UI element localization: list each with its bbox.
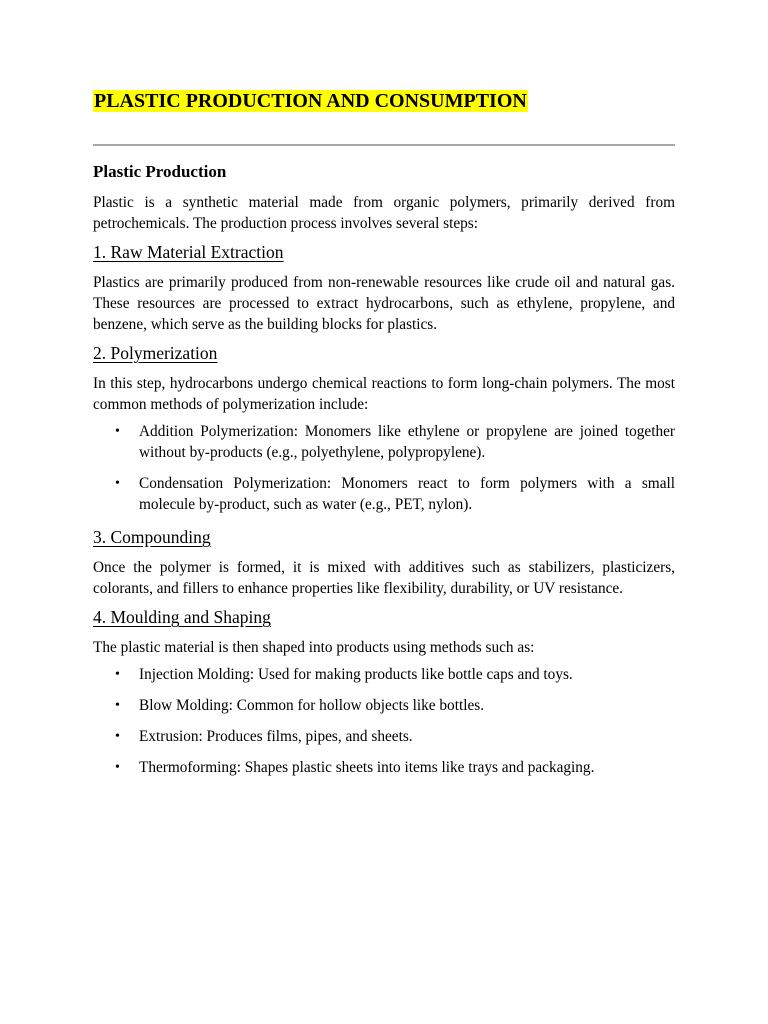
section-paragraph-moulding: The plastic material is then shaped into products using methods such as: xyxy=(93,639,535,656)
bullet-icon: • xyxy=(115,760,120,775)
bullet-icon: • xyxy=(115,424,120,439)
bullet-icon: • xyxy=(115,729,120,744)
document-title-text: PLASTIC PRODUCTION AND CONSUMPTION xyxy=(94,90,527,112)
list-item-text: Blow Molding: Common for hollow objects like bottles. xyxy=(139,697,485,714)
list-item-text: Injection Molding: Used for making products like bottle caps and toys. xyxy=(139,666,573,683)
bullet-icon: • xyxy=(115,476,120,491)
list-item xyxy=(93,473,675,515)
moulding-methods-list xyxy=(93,664,675,778)
section-heading-raw-material: 1. Raw Material Extraction xyxy=(93,242,284,262)
document-content xyxy=(93,160,675,788)
horizontal-rule xyxy=(93,144,675,146)
intro-paragraph: Plastic is a synthetic material made from organic polymers, primarily derived from petrochemicals. The production process involves several steps: xyxy=(93,194,675,232)
document-title xyxy=(93,88,528,114)
list-item-text: Extrusion: Produces films, pipes, and sheets. xyxy=(139,728,413,745)
section-paragraph-polymerization: In this step, hydrocarbons undergo chemical reactions to form long-chain polymers. The most common methods of polymerization include: xyxy=(93,375,675,413)
list-item-text: Condensation Polymerization: Monomers react to form polymers with a small molecule by-product, such as water (e.g., PET, nylon). xyxy=(139,475,675,513)
section-heading-compounding: 3. Compounding xyxy=(93,527,211,547)
section-heading-moulding: 4. Moulding and Shaping xyxy=(93,607,271,627)
list-item xyxy=(93,726,675,747)
intro-heading: Plastic Production xyxy=(93,162,227,181)
section-paragraph-compounding: Once the polymer is formed, it is mixed with additives such as stabilizers, plasticizers, colorants, and fillers to enhance properties like flexibility, durability, or UV resistance. xyxy=(93,559,675,597)
section-heading-polymerization: 2. Polymerization xyxy=(93,343,218,363)
section-paragraph-raw-material: Plastics are primarily produced from non-renewable resources like crude oil and natural gas. These resources are processed to extract hydrocarbons, such as ethylene, propylene, and benzene, which serve as the building blocks for plastics. xyxy=(93,274,675,333)
list-item-text: Addition Polymerization: Monomers like ethylene or propylene are joined together without by-products (e.g., polyethylene, polypropylene). xyxy=(139,423,675,461)
list-item-text: Thermoforming: Shapes plastic sheets into items like trays and packaging. xyxy=(139,759,595,776)
list-item xyxy=(93,695,675,716)
bullet-icon: • xyxy=(115,667,120,682)
polymerization-list xyxy=(93,421,675,515)
bullet-icon: • xyxy=(115,698,120,713)
list-item xyxy=(93,664,675,685)
list-item xyxy=(93,757,675,778)
list-item xyxy=(93,421,675,463)
